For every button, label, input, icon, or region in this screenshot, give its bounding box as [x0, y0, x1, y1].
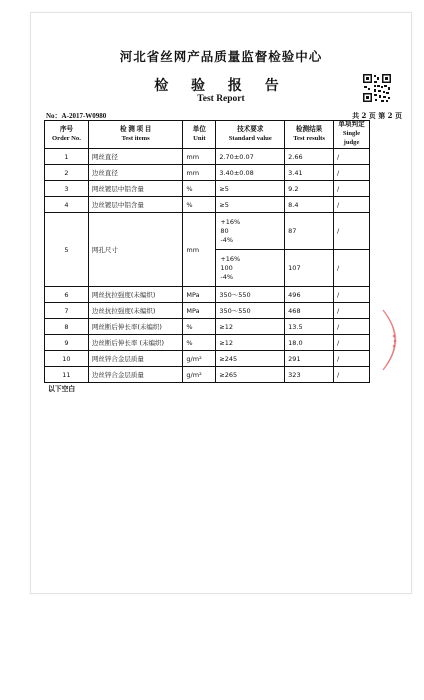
table-row — [45, 367, 370, 383]
row-standard-value: 2.70±0.07 — [216, 149, 285, 165]
blank-below-note: 以下空白 — [48, 385, 76, 393]
table-row — [45, 319, 370, 335]
table-row — [45, 181, 370, 197]
row-standard-value: 350～550 — [216, 287, 285, 303]
row-standard-value: ≥12 — [216, 335, 285, 351]
header-order-cn: 序号 — [59, 125, 74, 133]
row-unit: mm — [183, 165, 216, 181]
row-single-judge: / — [334, 213, 370, 250]
organization-name: 河北省丝网产品质量监督检验中心 — [119, 49, 323, 64]
row-test-result: 18.0 — [285, 335, 334, 351]
row-test-result: 8.4 — [285, 197, 334, 213]
report-number: No：A-2017-W0980 — [46, 112, 107, 120]
row-unit: mm — [183, 149, 216, 165]
header-unit — [183, 121, 216, 149]
row-standard-value: 350～550 — [216, 303, 285, 319]
row-single-judge: / — [334, 351, 370, 367]
mesh-size-row — [45, 213, 370, 250]
row-test-item: 边丝断后伸长率 (未编织) — [88, 335, 183, 351]
row-test-item: 网丝镀层中铝含量 — [88, 181, 183, 197]
table-row — [45, 149, 370, 165]
test-results-table — [44, 120, 370, 383]
header-unit-cn: 单位 — [192, 125, 206, 133]
header-judge-cn: 单项判定 — [338, 121, 365, 129]
row-order-no: 3 — [45, 181, 89, 197]
table-header-row — [45, 121, 370, 149]
row-test-result: 3.41 — [285, 165, 334, 181]
row-order-no: 8 — [45, 319, 89, 335]
row-unit: mm — [183, 213, 216, 287]
row-test-result: 323 — [285, 367, 334, 383]
report-title-cn: 检 验 报 告 — [154, 78, 288, 94]
row-test-item: 网丝断后伸长率(未编织) — [88, 319, 183, 335]
header-test-results — [285, 121, 334, 149]
row-test-item: 边丝直径 — [88, 165, 183, 181]
row-standard-value — [216, 250, 285, 287]
row-standard-value: ≥5 — [216, 181, 285, 197]
row-test-result: 291 — [285, 351, 334, 367]
report-title-en: Test Report — [197, 94, 245, 104]
row-single-judge: / — [334, 250, 370, 287]
table-row — [45, 351, 370, 367]
row-standard-value — [216, 213, 285, 250]
row-unit: MPa — [183, 303, 216, 319]
row-test-result: 107 — [285, 250, 334, 287]
row-test-item: 网丝直径 — [88, 149, 183, 165]
row-test-item: 网丝抗拉强度(未编织) — [88, 287, 183, 303]
row-unit: % — [183, 181, 216, 197]
header-std-en: Standard value — [228, 134, 272, 142]
header-res-en: Test results — [293, 134, 325, 142]
row-test-item: 网孔尺寸 — [88, 213, 183, 287]
table-row — [45, 287, 370, 303]
table-row — [45, 165, 370, 181]
row-unit: MPa — [183, 287, 216, 303]
tolerance-minus: -4% — [220, 272, 234, 281]
row-test-item: 边丝锌合金层质量 — [88, 367, 183, 383]
header-test-items — [88, 121, 183, 149]
row-test-result: 13.5 — [285, 319, 334, 335]
header-std-cn: 技术要求 — [237, 125, 264, 133]
nominal-value: 100 — [220, 263, 233, 272]
table-row — [45, 335, 370, 351]
row-single-judge: / — [334, 287, 370, 303]
header-judge-en: Single judge — [342, 130, 361, 146]
header-unit-en: Unit — [193, 134, 206, 142]
row-test-item: 边丝抗拉强度(未编织) — [88, 303, 183, 319]
header-order-en: Order No. — [52, 134, 81, 142]
row-test-result: 496 — [285, 287, 334, 303]
row-test-result: 87 — [285, 213, 334, 250]
tolerance-plus: +16% — [220, 217, 241, 226]
header-standard-value — [216, 121, 285, 149]
row-unit: % — [183, 197, 216, 213]
header-res-cn: 检测结果 — [295, 125, 323, 133]
header-single-judge — [334, 121, 370, 149]
row-unit: g/m² — [183, 351, 216, 367]
row-unit: % — [183, 335, 216, 351]
row-test-item: 边丝镀层中铝含量 — [88, 197, 183, 213]
row-single-judge: / — [334, 197, 370, 213]
row-order-no: 5 — [45, 213, 89, 287]
row-single-judge: / — [334, 335, 370, 351]
row-standard-value: ≥5 — [216, 197, 285, 213]
row-test-result: 468 — [285, 303, 334, 319]
row-test-result: 9.2 — [285, 181, 334, 197]
tolerance-plus: +16% — [220, 254, 241, 263]
header-item-en: Test items — [121, 134, 150, 142]
row-order-no: 2 — [45, 165, 89, 181]
row-single-judge: / — [334, 319, 370, 335]
row-order-no: 4 — [45, 197, 89, 213]
row-single-judge: / — [334, 165, 370, 181]
row-unit: % — [183, 319, 216, 335]
table-row — [45, 303, 370, 319]
row-single-judge: / — [334, 149, 370, 165]
row-standard-value: ≥12 — [216, 319, 285, 335]
table-row — [45, 197, 370, 213]
header-order-no — [45, 121, 89, 149]
row-single-judge: / — [334, 303, 370, 319]
row-order-no: 11 — [45, 367, 89, 383]
page-indicator: 共 2 页 第 2 页 — [352, 111, 402, 120]
qr-code-icon — [362, 73, 392, 103]
row-order-no: 10 — [45, 351, 89, 367]
red-seal-stamp-icon — [381, 308, 409, 372]
row-standard-value: ≥265 — [216, 367, 285, 383]
row-unit: g/m² — [183, 367, 216, 383]
row-single-judge: / — [334, 367, 370, 383]
row-order-no: 7 — [45, 303, 89, 319]
tolerance-minus: -4% — [220, 235, 234, 244]
row-order-no: 6 — [45, 287, 89, 303]
nominal-value: 80 — [220, 226, 229, 235]
header-item-cn: 检 测 项 目 — [119, 125, 152, 133]
row-order-no: 1 — [45, 149, 89, 165]
row-test-item: 网丝锌合金层质量 — [88, 351, 183, 367]
row-standard-value: ≥245 — [216, 351, 285, 367]
row-order-no: 9 — [45, 335, 89, 351]
row-test-result: 2.66 — [285, 149, 334, 165]
row-standard-value: 3.40±0.08 — [216, 165, 285, 181]
row-single-judge: / — [334, 181, 370, 197]
